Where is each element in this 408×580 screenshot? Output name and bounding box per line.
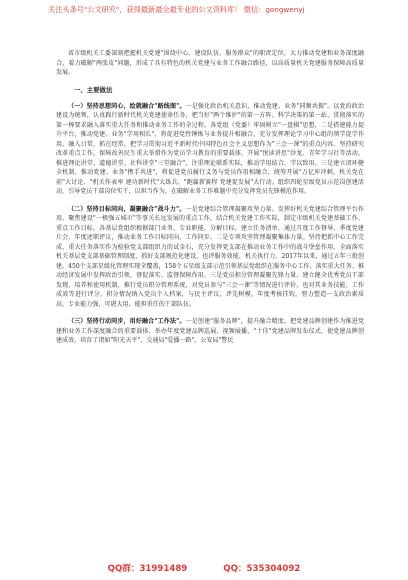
paragraph-2 [56,205,364,310]
paragraph-1 [56,102,364,197]
paragraph-1-lead: （一）坚持思想同心，绘就融合"路线图"。 [68,102,186,110]
paragraph-3-lead: （三）坚持行动同步，用好融合"工作法"。 [68,318,186,325]
qq-group-label: QQ群：31991489 [107,564,188,574]
paragraph-2-lead: （二）坚持目标同向，凝聚融合"战斗力"。 [68,205,186,213]
qq-contact-label: QQ：535304092 [223,564,301,574]
promo-header-line-1: 关注头条号"公文研究"，获得最新最全最专业的公文资料库！ 微信：gongwenyj [48,5,305,14]
promo-header [48,0,408,31]
document-body [56,49,364,346]
paragraph-2-text: 一是党建综合管理凝聚攻坚力量。发挥好机关党建综合管理平台作用，聚焦建设"一极强五城市"等事关长远发展的重点工作，结合机关党建工作实际，制定市级机关党建基础工作、重点工作目标，各基层党组织根据部门业务、专业职能，分解目标，建立任务清单，通过月度工作督导、季度党建片会、年度述职评议，推动业务工作目标同向、工作同步。二是专项攻坚管理凝聚集体力量。坚持把抓中心工作完成、重大任务落实作为检验党支部组织力的试金石，充分发挥党支部在推动业务工作中的战斗堡垒作用，全面落实机关基层党支部基础管理制度，抓好支部规范化建设，也评服务效能，机关执行力。2017年以来，通过五年三批创建，450个支部星级化管理实现全覆盖，158个五星级支部示范引领基层党组织在服务中心工作、落实重大任务、推动经济发展中发挥政治引领，督促落实、监督保障作用。三是党员积分管理凝聚先锋力量。建立健全优秀党员干部发现、培养和使用机制，推行党员积分管理系统，对党员参与"三会一课"等情况进行评价，也对其业务技能、工作成效等进行评分，积分情况纳入党员个人档案，与民主评议、评先树模、年度考核挂钩，努力塑造一支政治素质高、专业能力强，可堪大用、能担重任的干部队伍。 [56,205,364,308]
promo-footer [0,562,408,576]
paragraph-3 [56,317,364,346]
intro-paragraph: 省市级机关工委深刻把握机关党建"围绕中心、建设队伍、服务群众"的职责定位，大力推动党建和业务深度融合，着力破解"两张皮"问题，形成了具有特色的机关党建与业务工作融合路径，以高质量机关党建服务保障高质量发展。 [56,50,364,76]
paragraph-1-text: 一是强化政治机关意识，推动党建、业务"同频共振"。以党的政治建设为统领，认真践行新时代机关党建使命任务，把当好"两个维护"的第一方阵、科学决策的第一站、贯彻落实的第一棒要求融入落实重大任务和推动业务工作的全过程。各党组（党委）牢固树立"一盘棋"思想，二是搭建能力提升平台，推动党建、业务"学用相长"，将促进党性锤炼与业务提升相融合，充分发挥理论学习中心组的领学促学作用，融入日常，抓在经常，把学习贯彻习近平新时代中国特色社会主义思想作为"三会一课"的重点内容。坚持研究改革重点工作，保障改善民生重大举措作为党员学习教育的重要载体，开展"悦读讲思"沙龙、青年学习社等活动，推进理论讲堂、道德讲堂、社科讲堂"三堂融合"，注重理论联系实际，推动学用结合、学以致用。三是建立闭环健全机制，推动党建、业务"携手共进"，将促进党员履行义务与党员作用相融合，统筹开展"万亿库冲刺，机关党在前"大讨论、"机关作表率 建功新时代"大练兵、"跑赢新赛程 党建促发展"大行动。组织四轮星级党员示范岗创建活动，引导党员干部岗位实干，以担当作为，在破解业务工作难题中充分发挥党员先锋模范作用。 [56,102,364,195]
section-heading: 一、主要做法 [74,85,113,94]
paragraph-3-text: 一是创建"服务品牌"，提升融合精度。把党建品牌创建作为推进党建和业务工作深度融合的重要载体，举办年度党建品牌巡展、视频展播、"十佳"党建品牌发布仪式，使党建品牌创建成效，培育了诸如"阳光天平"、交通局"爱播一路"、公安局"警民 [56,318,364,344]
